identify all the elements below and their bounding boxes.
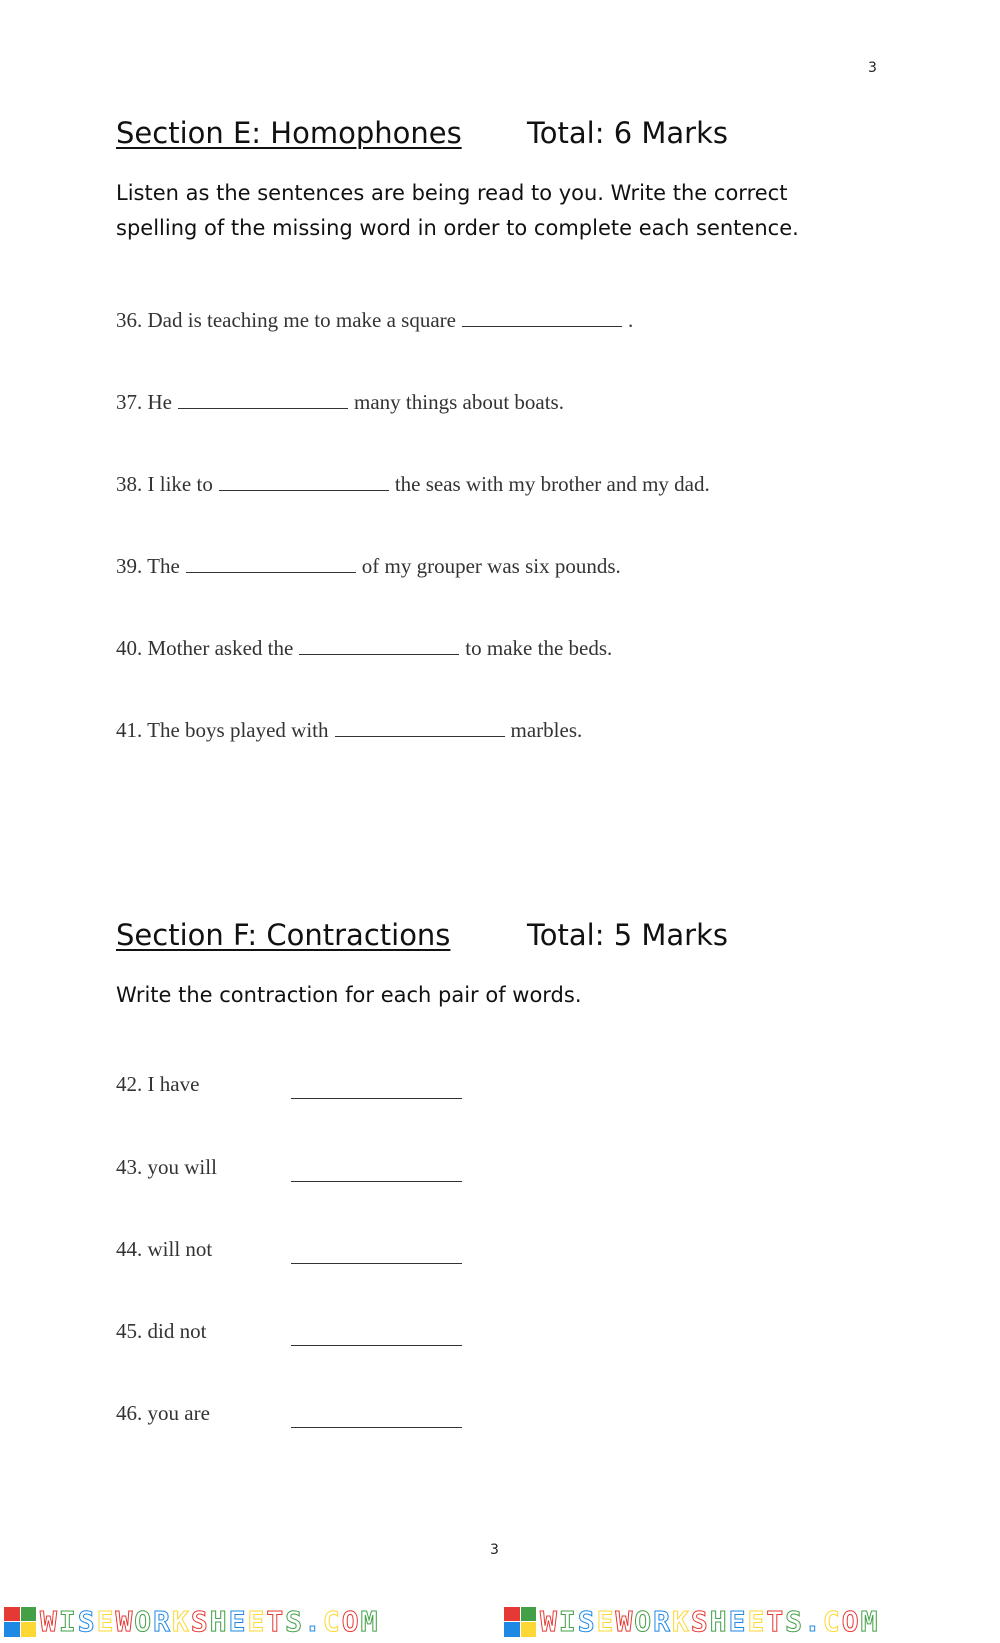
answer-blank[interactable] — [178, 388, 348, 409]
watermark-letter: K — [672, 1605, 691, 1638]
watermark-letter: C — [822, 1605, 842, 1638]
contraction-42-label: 42. I have — [116, 1072, 200, 1096]
question-36: 36. Dad is teaching me to make a square . — [116, 308, 634, 332]
watermark-letter: O — [134, 1605, 154, 1638]
watermark-letter: H — [209, 1605, 229, 1638]
page-number-bottom: 3 — [490, 1542, 499, 1558]
section-f-total: Total: 5 Marks — [527, 918, 729, 952]
watermark-letter: W — [615, 1605, 635, 1638]
watermark-letter: S — [285, 1605, 305, 1638]
contraction-45-blank[interactable] — [291, 1344, 462, 1346]
watermark-letter: R — [653, 1605, 673, 1638]
section-f-header — [116, 918, 729, 962]
contraction-44-label: 44. will not — [116, 1237, 213, 1261]
watermark-letter: R — [153, 1605, 173, 1638]
watermark-letter: S — [77, 1605, 97, 1638]
watermark-text — [540, 1605, 879, 1638]
watermark-letter: W — [540, 1605, 559, 1638]
watermark-logo-icon — [4, 1607, 36, 1637]
contraction-43-blank[interactable] — [291, 1180, 462, 1182]
watermark-letter: S — [785, 1605, 805, 1638]
contraction-45-label: 45. did not — [116, 1319, 207, 1343]
watermark-letter: S — [190, 1605, 210, 1638]
watermark-letter: O — [841, 1605, 861, 1638]
watermark-letter: E — [747, 1605, 767, 1638]
watermark-letter: W — [40, 1605, 59, 1638]
watermark-letter: E — [96, 1605, 116, 1638]
question-37: 37. He many things about boats. — [116, 390, 564, 414]
section-e-instructions: Listen as the sentences are being read to you. Write the correct spelling of the missing word in order to complete each sentence. — [116, 181, 799, 240]
question-38: 38. I like to the seas with my brother and my dad. — [116, 472, 710, 496]
watermark-letter: S — [577, 1605, 597, 1638]
watermark-letter: M — [860, 1605, 880, 1638]
watermark-letter: T — [266, 1605, 286, 1638]
contraction-44-blank[interactable] — [291, 1262, 462, 1264]
watermark-letter: K — [172, 1605, 191, 1638]
page-number-top: 3 — [868, 60, 877, 76]
watermark-letter: M — [360, 1605, 380, 1638]
watermark-letter: I — [558, 1605, 578, 1638]
watermark-logo-icon — [504, 1607, 536, 1637]
section-f-instructions: Write the contraction for each pair of words. — [116, 983, 582, 1007]
section-f-title: Section F: Contractions — [116, 918, 451, 952]
answer-blank[interactable] — [335, 716, 505, 737]
question-40: 40. Mother asked the to make the beds. — [116, 636, 613, 660]
watermark-letter: C — [322, 1605, 342, 1638]
contraction-46-label: 46. you are — [116, 1401, 210, 1425]
watermark-letter: E — [247, 1605, 267, 1638]
watermark-letter: E — [596, 1605, 616, 1638]
section-e-header — [116, 116, 729, 160]
watermark-letter: H — [709, 1605, 729, 1638]
watermark-text — [40, 1605, 379, 1638]
section-e-total: Total: 6 Marks — [527, 116, 729, 150]
watermark-right — [500, 1605, 1000, 1638]
watermark-letter: E — [228, 1605, 248, 1638]
watermark-letter: . — [804, 1605, 823, 1638]
contraction-42-blank[interactable] — [291, 1097, 462, 1099]
answer-blank[interactable] — [462, 306, 622, 327]
answer-blank[interactable] — [219, 470, 389, 491]
question-39: 39. The of my grouper was six pounds. — [116, 554, 621, 578]
section-e-title: Section E: Homophones — [116, 116, 462, 150]
watermark-letter: S — [690, 1605, 710, 1638]
watermark-letter: . — [304, 1605, 323, 1638]
watermark-letter: O — [341, 1605, 361, 1638]
watermark-letter: E — [728, 1605, 748, 1638]
watermark-letter: O — [634, 1605, 654, 1638]
watermark-footer — [0, 1600, 1000, 1643]
watermark-letter: T — [766, 1605, 786, 1638]
contraction-43-label: 43. you will — [116, 1155, 217, 1179]
answer-blank[interactable] — [186, 552, 356, 573]
contraction-46-blank[interactable] — [291, 1426, 462, 1428]
watermark-left — [0, 1605, 500, 1638]
answer-blank[interactable] — [299, 634, 459, 655]
question-41: 41. The boys played with marbles. — [116, 718, 583, 742]
watermark-letter: W — [115, 1605, 135, 1638]
watermark-letter: I — [58, 1605, 78, 1638]
